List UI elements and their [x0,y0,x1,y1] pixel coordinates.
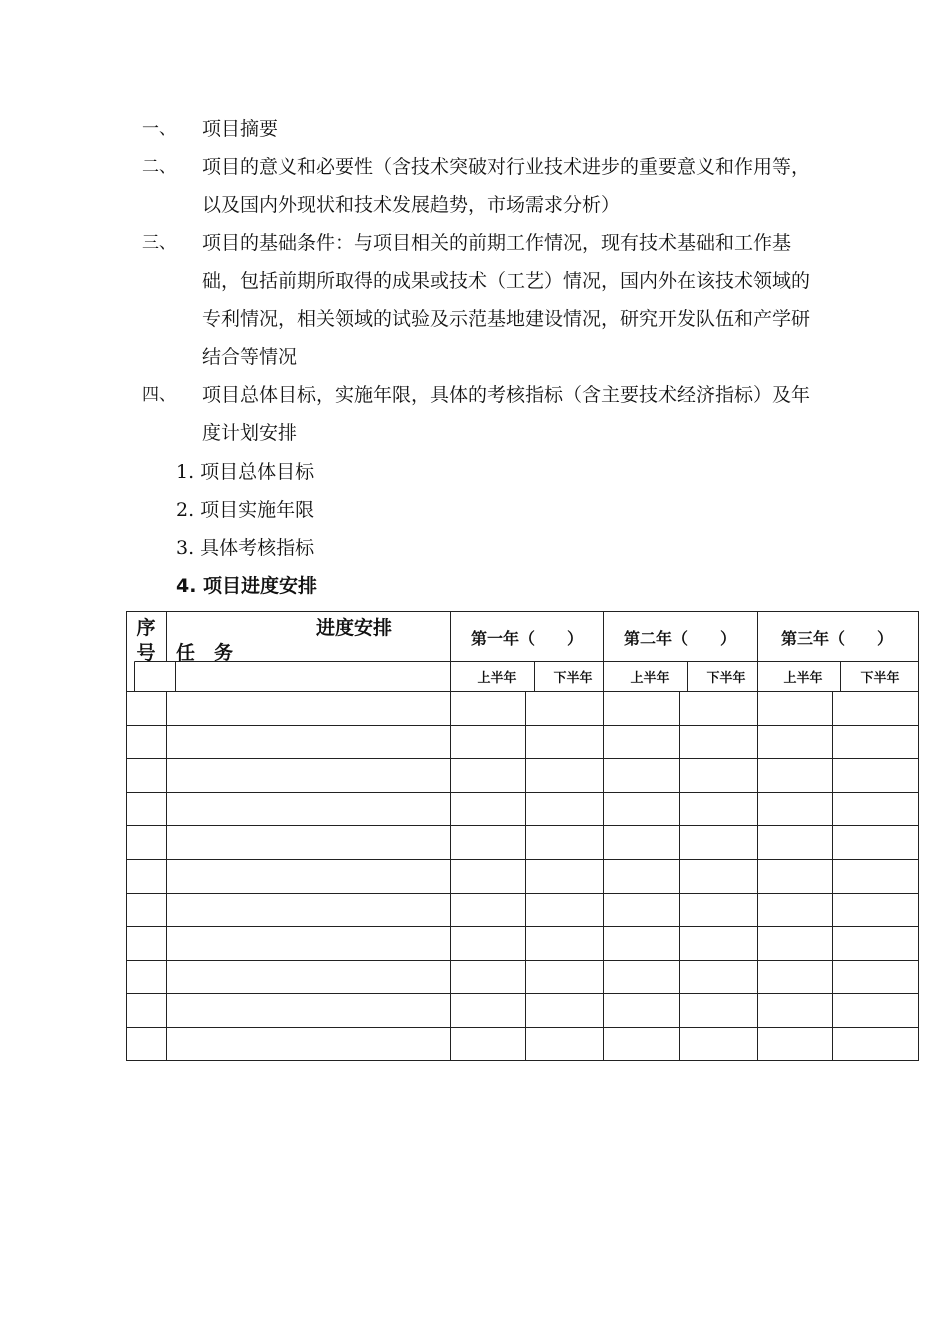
year-3-second-half: 下半年 [860,671,900,686]
section-1-text: 项目摘要 [202,118,279,140]
section-1-number: 一、 [142,119,176,139]
section-2-number: 二、 [142,157,176,177]
col-no-line2: 号 [136,642,156,664]
section-3-number: 三、 [142,233,176,253]
section-3-text: 项目的基础条件：与项目相关的前期工作情况，现有技术基础和工作基础，包括前期所取得的成果或技术（工艺）情况，国内外在该技术领域的专利情况，相关领域的试验及示范基地建设情况，研究开发队伍和产学研结合等情况 [202,232,811,368]
diag-header-schedule: 进度安排 [315,617,393,639]
section-4-text: 项目总体目标，实施年限，具体的考核指标（含主要技术经济指标）及年度计划安排 [202,384,811,444]
subitem-schedule: 4. 项目进度安排 [176,575,318,597]
section-2-text: 项目的意义和必要性（含技术突破对行业技术进步的重要意义和作用等，以及国内外现状和技术发展趋势，市场需求分析） [202,156,811,216]
year-2-first-half: 上半年 [630,671,670,686]
subitem-assessment: 3. 具体考核指标 [176,537,315,559]
year-3-first-half: 上半年 [783,671,823,686]
year-1-header: 第一年（ ） [470,629,584,648]
subitem-overall-goal: 1. 项目总体目标 [176,461,315,483]
section-4-number: 四、 [142,385,176,405]
year-3-header: 第三年（ ） [780,629,894,648]
year-2-second-half: 下半年 [706,671,746,686]
year-1-first-half: 上半年 [477,671,517,686]
year-2-header: 第二年（ ） [623,629,737,648]
diag-header-task: 任 务 [176,642,234,664]
col-no-line1: 序 [136,617,156,639]
year-1-second-half: 下半年 [553,671,593,686]
subitem-duration: 2. 项目实施年限 [176,499,315,521]
